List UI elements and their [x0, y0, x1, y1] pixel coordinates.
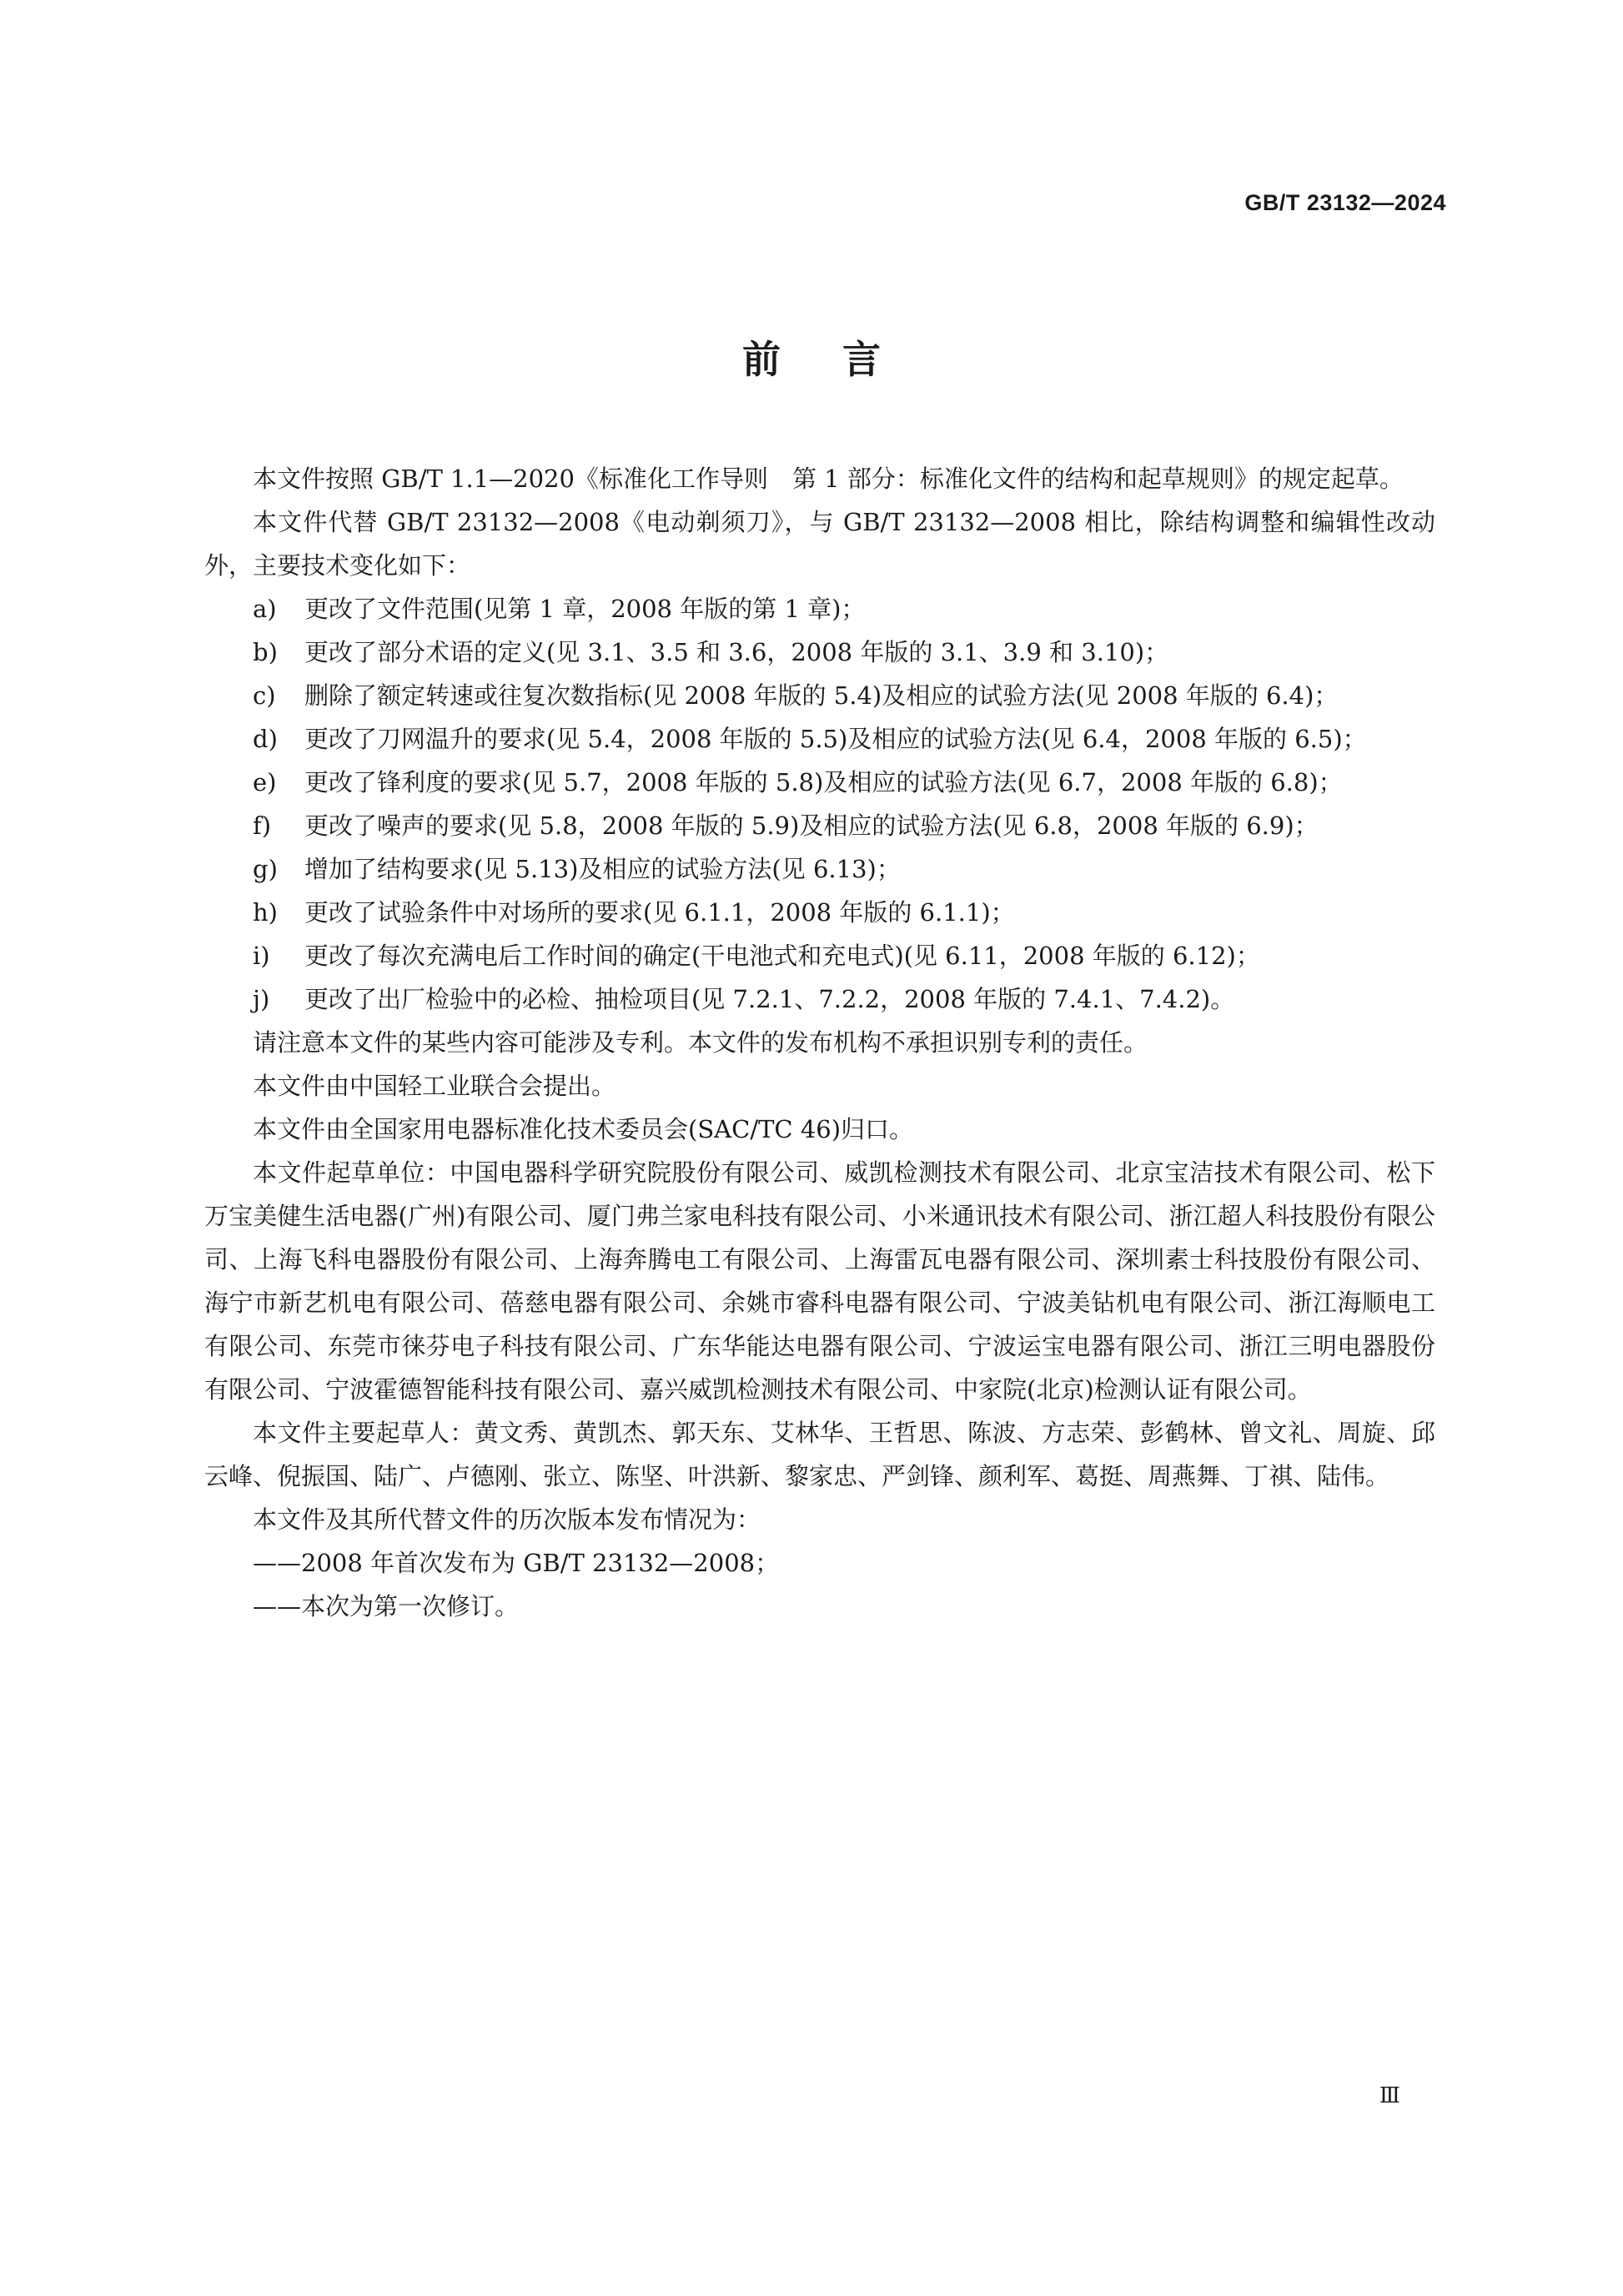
list-item-text: 更改了文件范围(见第 1 章，2008 年版的第 1 章)； — [304, 595, 866, 623]
list-item — [204, 761, 1435, 804]
list-item-label: c) — [253, 681, 276, 710]
list-item-label: g) — [253, 855, 278, 883]
standard-number: GB/T 23132—2024 — [1244, 190, 1446, 215]
list-item — [204, 674, 1435, 717]
list-item-text: 更改了噪声的要求(见 5.8，2008 年版的 5.9)及相应的试验方法(见 6.8，2008 年版的 6.9)； — [304, 811, 1319, 840]
list-item-label: f) — [253, 811, 272, 840]
list-item — [204, 717, 1435, 761]
list-item — [204, 804, 1435, 847]
committee-statement: 本文件由全国家用电器标准化技术委员会(SAC/TC 46)归口。 — [253, 1115, 914, 1143]
list-item-text: 增加了结构要求(见 5.13)及相应的试验方法(见 6.13)； — [304, 855, 901, 883]
list-item — [204, 587, 1435, 631]
list-item-label: j) — [253, 985, 270, 1013]
list-item-label: h) — [253, 898, 278, 927]
version-history-item: ——本次为第一次修订。 — [253, 1592, 520, 1620]
version-history-item: ——2008 年首次发布为 GB/T 23132—2008； — [253, 1549, 780, 1577]
list-item — [204, 891, 1435, 934]
list-item-label: a) — [253, 595, 277, 623]
drafters: 本文件主要起草人：黄文秀、黄凯杰、郭天东、艾林华、王哲思、陈波、方志荣、彭鹤林、曾文礼、周旋、邱云峰、倪振国、陆广、卢德刚、张立、陈坚、叶洪新、黎家忠、严剑锋、颜利军、葛挺、周燕舞、丁祺、陆伟。 — [204, 1419, 1435, 1490]
list-item — [204, 977, 1435, 1021]
list-item-text: 更改了部分术语的定义(见 3.1、3.5 和 3.6，2008 年版的 3.1、3.9 和 3.10)； — [304, 638, 1169, 666]
list-item-text: 更改了锋利度的要求(见 5.7，2008 年版的 5.8)及相应的试验方法(见 6.7，2008 年版的 6.8)； — [304, 768, 1343, 796]
list-item-text: 更改了试验条件中对场所的要求(见 6.1.1，2008 年版的 6.1.1)； — [304, 898, 1015, 927]
list-item — [204, 934, 1435, 977]
drafting-organizations: 本文件起草单位：中国电器科学研究院股份有限公司、威凯检测技术有限公司、北京宝洁技术有限公司、松下万宝美健生活电器(广州)有限公司、厦门弗兰家电科技有限公司、小米通讯技术有限公司、浙江超人科技股份有限公司、上海飞科电器股份有限公司、上海奔腾电工有限公司、上海雷瓦电器有限公司、深圳素士科技股份有限公司、海宁市新艺机电有限公司、蓓慈电器有限公司、余姚市睿科电器有限公司、宁波美钻机电有限公司、浙江海顺电工有限公司、东莞市徕芬电子科技有限公司、广东华能达电器有限公司、宁波运宝电器有限公司、浙江三明电器股份有限公司、宁波霍德智能科技有限公司、嘉兴威凯检测技术有限公司、中家院(北京)检测认证有限公司。 — [204, 1158, 1435, 1404]
page-title: 前言 — [742, 337, 942, 382]
proposer-statement: 本文件由中国轻工业联合会提出。 — [253, 1072, 616, 1100]
intro-paragraph-replacement: 本文件代替 GB/T 23132—2008《电动剃须刀》，与 GB/T 23132—2008 相比，除结构调整和编辑性改动外，主要技术变化如下： — [204, 508, 1435, 580]
patent-notice: 请注意本文件的某些内容可能涉及专利。本文件的发布机构不承担识别专利的责任。 — [253, 1028, 1148, 1057]
list-item-label: d) — [253, 725, 278, 753]
list-item — [204, 847, 1435, 891]
list-item-text: 更改了出厂检验中的必检、抽检项目(见 7.2.1、7.2.2，2008 年版的 7.4.1、7.4.2)。 — [304, 985, 1235, 1013]
intro-paragraph-drafting-rules: 本文件按照 GB/T 1.1—2020《标准化工作导则 第 1 部分：标准化文件的结构和起草规则》的规定起草。 — [253, 465, 1404, 493]
list-item-text: 删除了额定转速或往复次数指标(见 2008 年版的 5.4)及相应的试验方法(见 2008 年版的 6.4)； — [304, 681, 1339, 710]
list-item-label: b) — [253, 638, 278, 666]
page-number: Ⅲ — [1379, 2083, 1400, 2108]
list-item-label: i) — [253, 942, 270, 970]
list-item-label: e) — [253, 768, 277, 796]
list-item-text: 更改了刀网温升的要求(见 5.4，2008 年版的 5.5)及相应的试验方法(见 6.4，2008 年版的 6.5)； — [304, 725, 1367, 753]
list-item — [204, 631, 1435, 674]
list-item-text: 更改了每次充满电后工作时间的确定(干电池式和充电式)(见 6.11，2008 年版的 6.12)； — [304, 942, 1260, 970]
document-body — [204, 457, 1435, 1628]
technical-changes-list — [204, 587, 1435, 1021]
version-history-intro: 本文件及其所代替文件的历次版本发布情况为： — [253, 1505, 761, 1534]
